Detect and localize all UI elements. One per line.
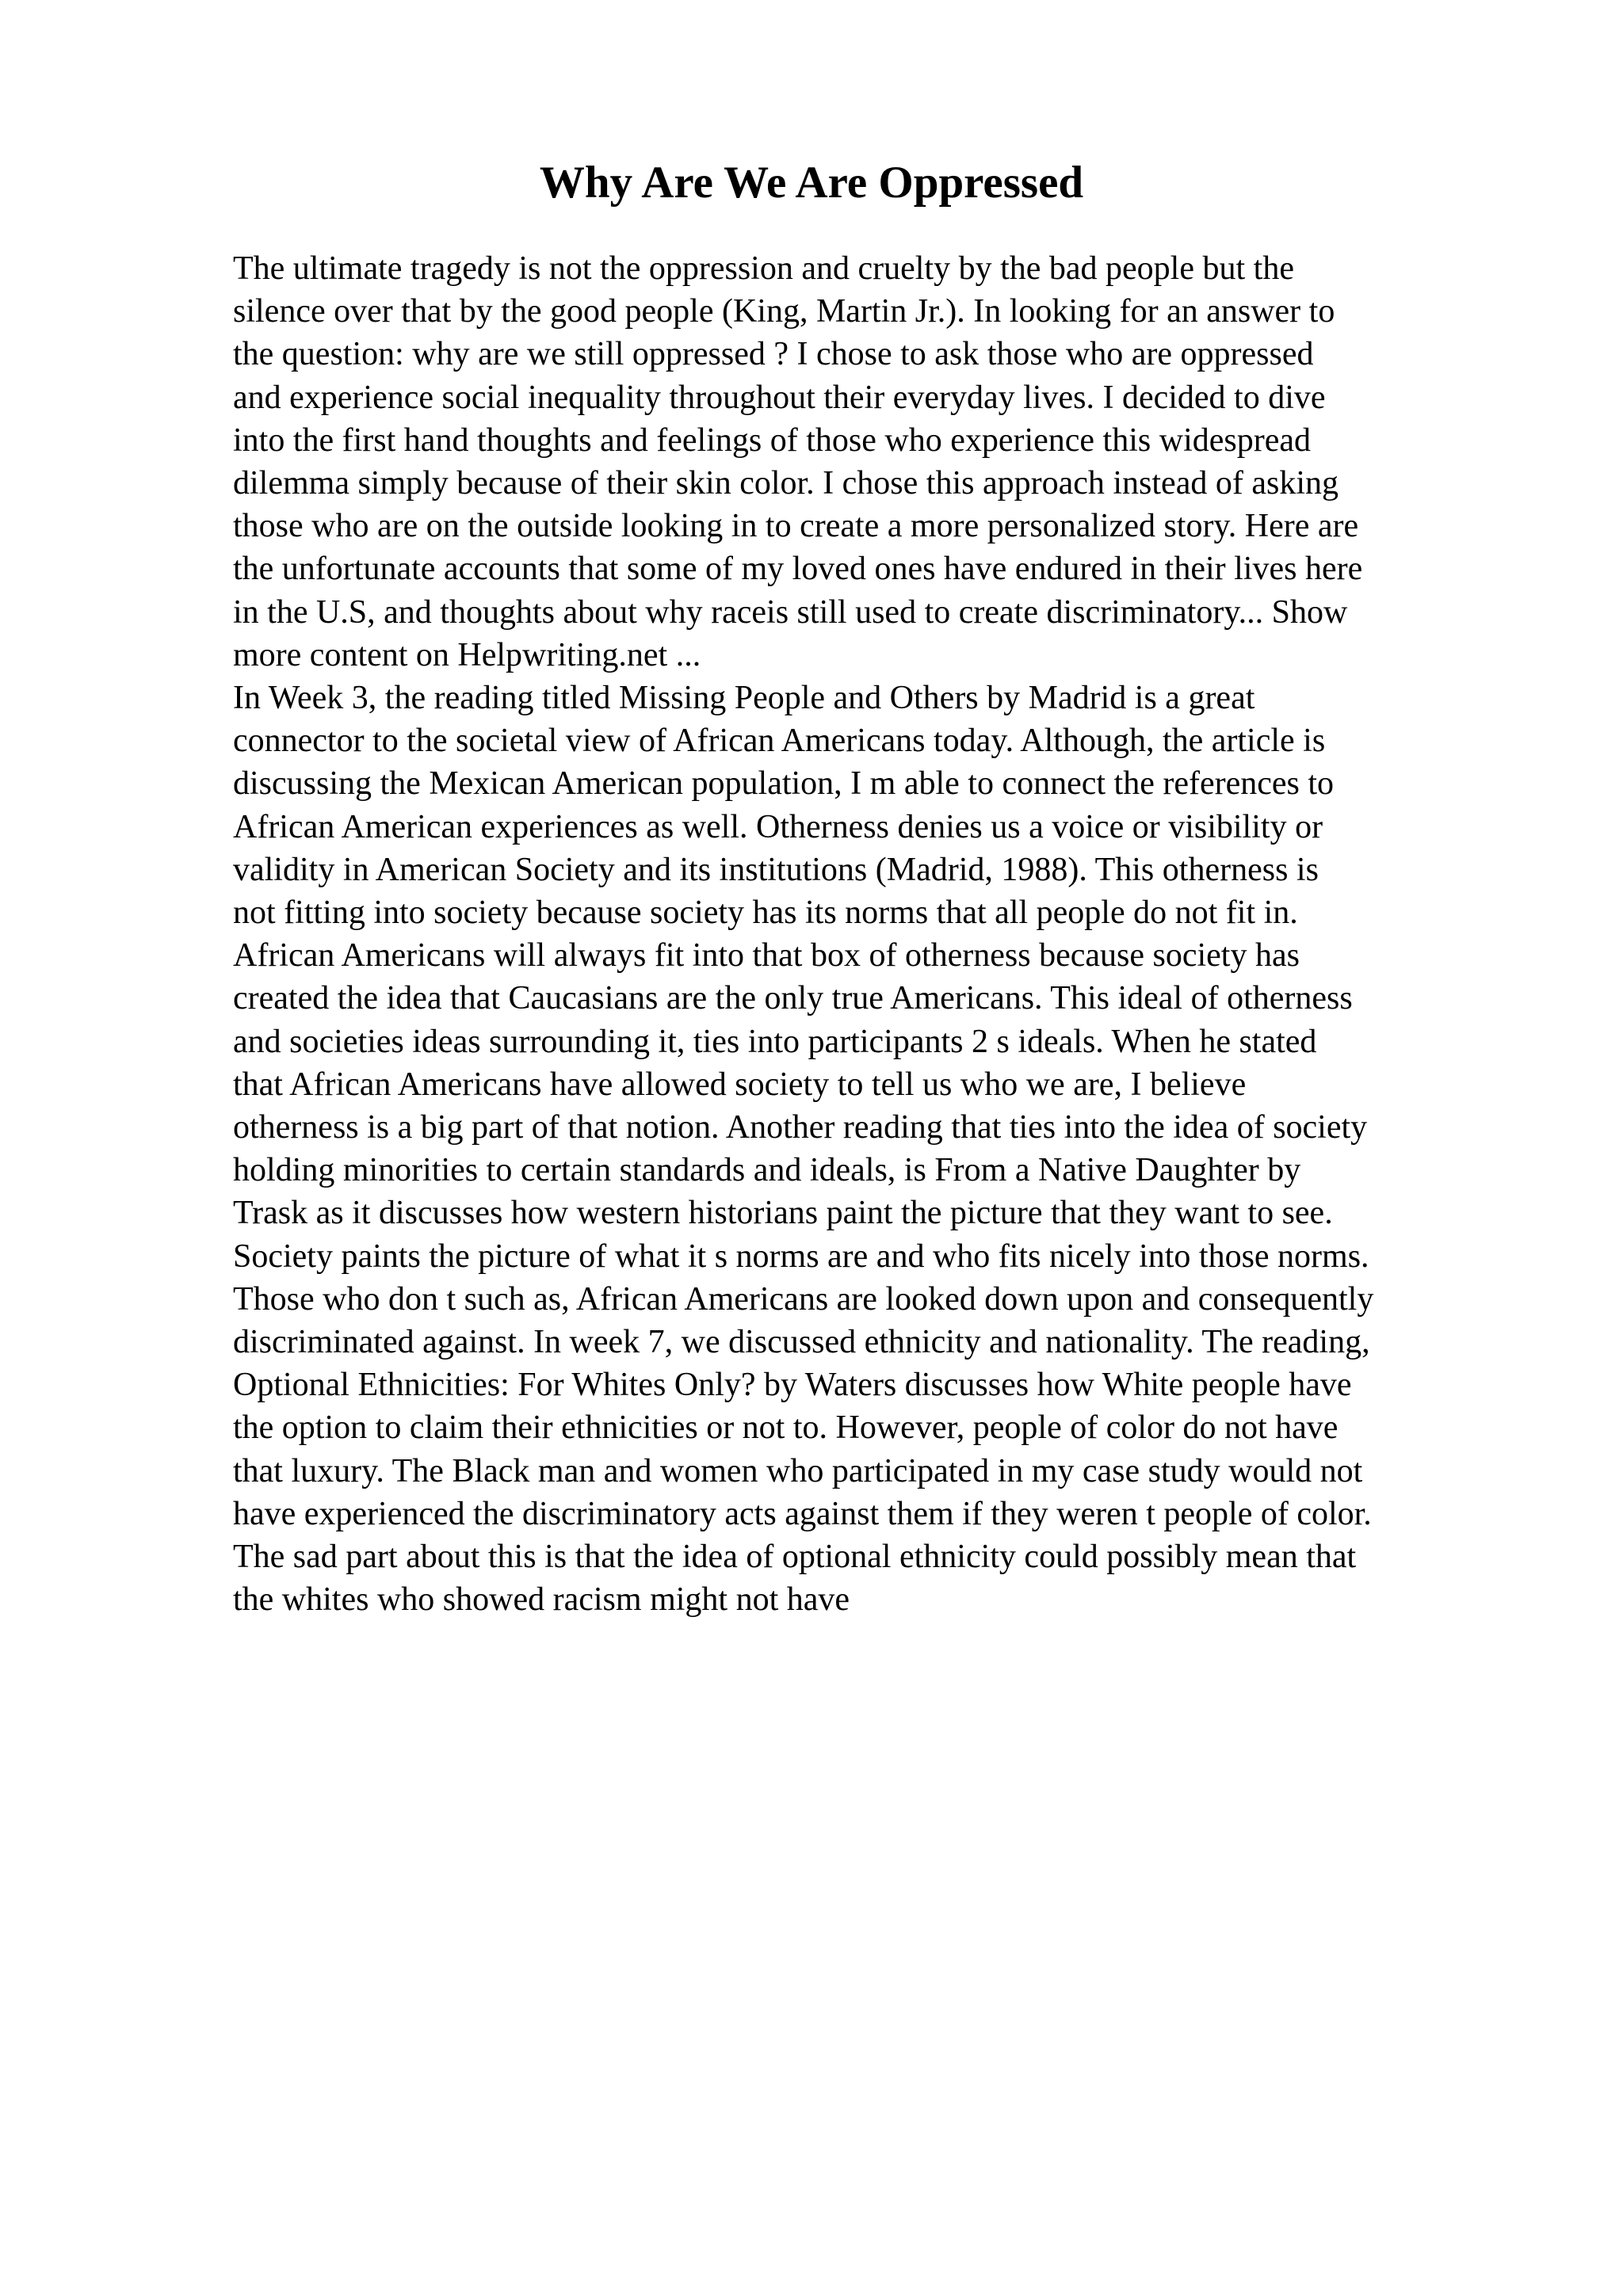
body-line: holding minorities to certain standards and ideals, is From a Native Daughter by <box>233 1152 1301 1189</box>
body-line: into the first hand thoughts and feelings of those who experience this widespread <box>233 421 1311 459</box>
body-line: connector to the societal view of African Americans today. Although, the article is <box>233 723 1326 760</box>
body-line: and societies ideas surrounding it, ties into participants 2 s ideals. When he stated <box>233 1023 1317 1060</box>
body-line: that African Americans have allowed society to tell us who we are, I believe <box>233 1066 1247 1103</box>
body-line: Those who don t such as, African Americans are looked down upon and consequently <box>233 1280 1374 1318</box>
body-line: more content on Helpwriting.net ... <box>233 636 701 673</box>
body-line: discriminated against. In week 7, we discussed ethnicity and nationality. The reading, <box>233 1324 1370 1361</box>
body-line: the whites who showed racism might not have <box>233 1581 850 1619</box>
body-line: silence over that by the good people (King, Martin Jr.). In looking for an answer to <box>233 293 1335 330</box>
body-line: Society paints the picture of what it s norms are and who fits nicely into those norms. <box>233 1238 1369 1275</box>
body-line: Optional Ethnicities: For Whites Only? by Waters discusses how White people have <box>233 1367 1352 1404</box>
body-line: the option to claim their ethnicities or not to. However, people of color do not have <box>233 1409 1338 1447</box>
body-line: that luxury. The Black man and women who participated in my case study would not <box>233 1452 1363 1489</box>
body-line: dilemma simply because of their skin color. I chose this approach instead of asking <box>233 465 1338 502</box>
body-line: otherness is a big part of that notion. Another reading that ties into the idea of society <box>233 1109 1368 1146</box>
body-line: discussing the Mexican American population, I m able to connect the references to <box>233 765 1335 803</box>
body-line: created the idea that Caucasians are the only true Americans. This ideal of otherness <box>233 980 1353 1017</box>
body-line: Trask as it discusses how western historians paint the picture that they want to see. <box>233 1195 1333 1232</box>
body-line: the unfortunate accounts that some of my loved ones have endured in their lives here <box>233 551 1363 588</box>
body-line: validity in American Society and its institutions (Madrid, 1988). This otherness is <box>233 851 1319 888</box>
body-line: in the U.S, and thoughts about why raceis still used to create discriminatory... Show <box>233 593 1348 631</box>
document-body <box>233 247 1580 1622</box>
body-line: not fitting into society because society has its norms that all people do not fit in. <box>233 894 1298 932</box>
body-line: African Americans will always fit into that box of otherness because society has <box>233 937 1300 974</box>
body-line: and experience social inequality throughout their everyday lives. I decided to dive <box>233 379 1326 416</box>
body-line: have experienced the discriminatory acts against them if they weren t people of color. <box>233 1495 1372 1532</box>
document-title: Why Are We Are Oppressed <box>539 158 1084 208</box>
body-line: African American experiences as well. Otherness denies us a voice or visibility or <box>233 808 1323 845</box>
body-line: The ultimate tragedy is not the oppression and cruelty by the bad people but the <box>233 250 1294 287</box>
body-line: In Week 3, the reading titled Missing People and Others by Madrid is a great <box>233 680 1255 717</box>
body-line: the question: why are we still oppressed ? I chose to ask those who are oppressed <box>233 336 1314 373</box>
body-line: The sad part about this is that the idea of optional ethnicity could possibly mean that <box>233 1539 1357 1576</box>
body-line: those who are on the outside looking in to create a more personalized story. Here are <box>233 508 1359 545</box>
